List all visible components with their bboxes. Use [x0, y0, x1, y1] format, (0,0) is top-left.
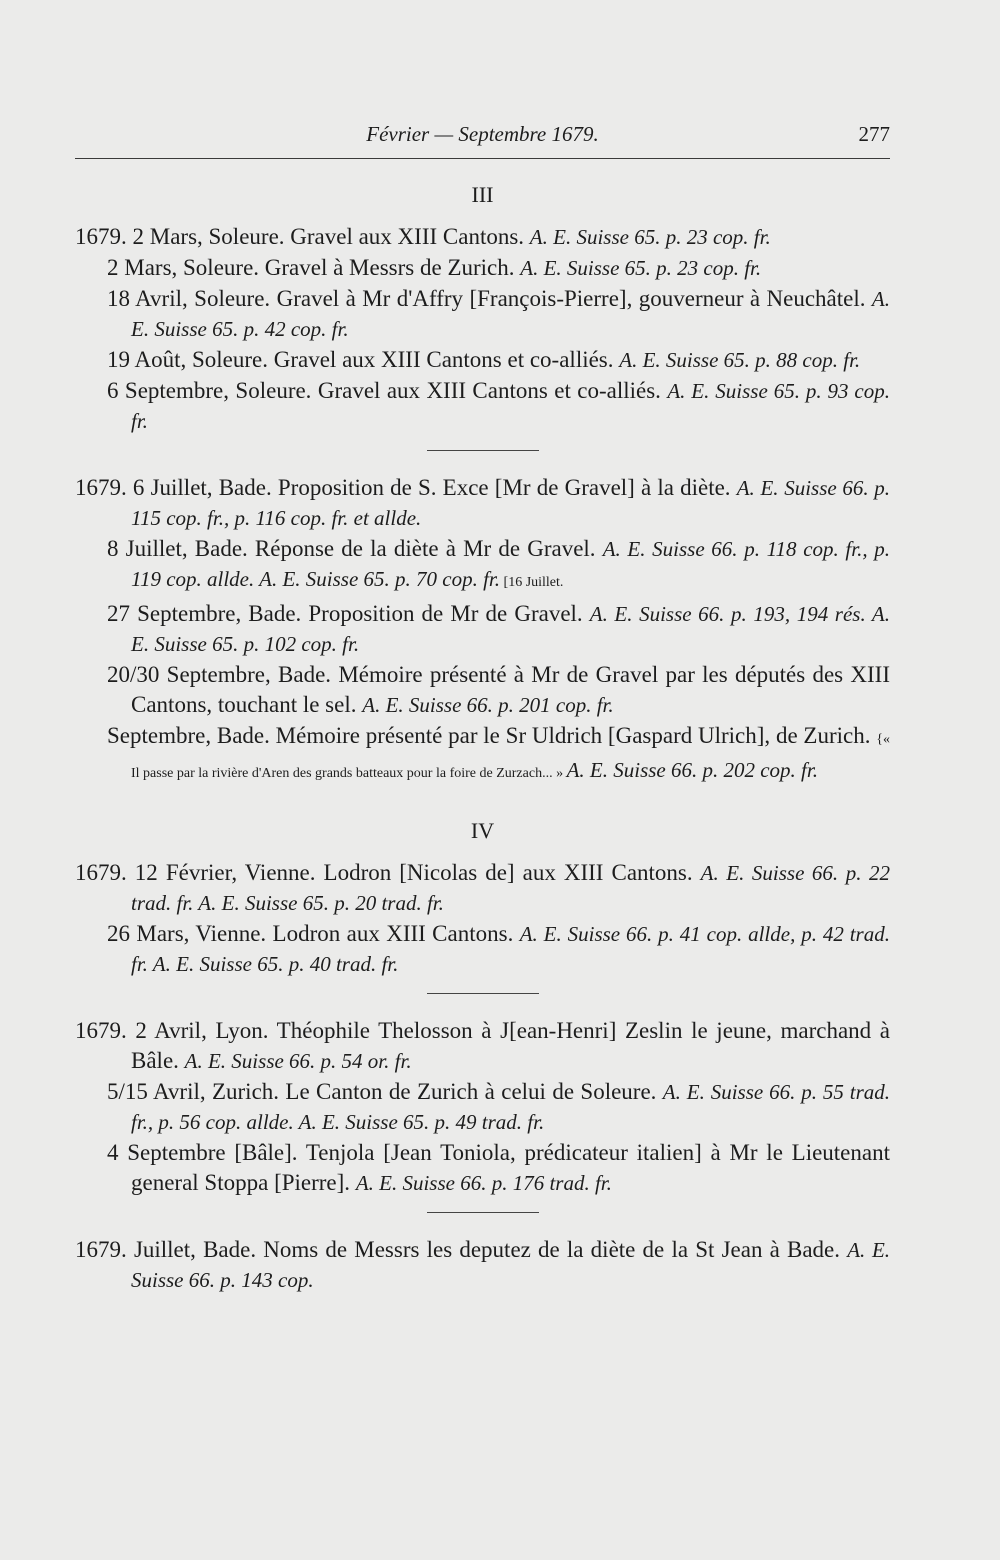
- document-entry: [75, 253, 890, 283]
- archive-reference: A. E. Suisse 66. p. 176 trad. fr.: [355, 1171, 612, 1195]
- document-entry: [75, 1235, 890, 1295]
- entry-group: [75, 1016, 890, 1198]
- section-heading: IV: [470, 818, 495, 843]
- archive-reference: A. E. Suisse 66. p. 193, 194 rés. A. E. Suisse 65. p. 102 cop. fr.: [131, 602, 890, 656]
- document-entry: [75, 534, 890, 598]
- archive-reference: A. E. Suisse 66. p. 202 cop. fr.: [566, 758, 818, 782]
- document-entry: [75, 919, 890, 979]
- document-entry: [75, 858, 890, 918]
- document-entry: [75, 284, 890, 344]
- archive-reference: A. E. Suisse 65. p. 88 cop. fr.: [619, 348, 861, 372]
- entry-text: 6 Septembre, Soleure. Gravel aux XIII Cantons et co-alliés.: [107, 378, 668, 403]
- entry-year: 1679.: [75, 224, 127, 249]
- archive-reference: A. E. Suisse 66. p. 55 trad. fr., p. 56 cop. allde. A. E. Suisse 65. p. 49 trad. fr.: [131, 1080, 890, 1134]
- page-number: 277: [858, 122, 890, 146]
- entry-year: 1679.: [75, 1018, 127, 1043]
- entry-text: 4 Septembre [Bâle]. Tenjola [Jean Toniola, prédicateur italien] à Mr le Lieutenant general Stoppa [Pierre].: [107, 1140, 890, 1195]
- section-spacer: [75, 790, 890, 814]
- archive-reference: A. E. Suisse 65. p. 23 cop. fr.: [529, 225, 771, 249]
- entry-text: 8 Juillet, Bade. Réponse de la diète à Mr de Gravel.: [107, 536, 603, 561]
- entry-text: 2 Mars, Soleure. Gravel aux XIII Cantons.: [132, 224, 530, 249]
- running-head: Février — Septembre 1679.: [366, 122, 599, 146]
- document-entry: [75, 660, 890, 720]
- entry-year: 1679.: [75, 475, 127, 500]
- entry-text: 19 Août, Soleure. Gravel aux XIII Cantons et co-alliés.: [107, 347, 620, 372]
- entry-text: 18 Avril, Soleure. Gravel à Mr d'Affry [François-Pierre], gouverneur à Neuchâtel.: [107, 286, 872, 311]
- entry-text: 26 Mars, Vienne. Lodron aux XIII Cantons.: [107, 921, 520, 946]
- document-entry: [75, 1138, 890, 1198]
- entry-group: [75, 1235, 890, 1295]
- section-divider: [427, 1212, 539, 1213]
- document-entry: [75, 473, 890, 533]
- entry-text: 12 Février, Vienne. Lodron [Nicolas de] aux XIII Cantons.: [134, 860, 701, 885]
- entry-note: [16 Juillet.: [500, 575, 564, 590]
- entry-group: [75, 473, 890, 789]
- archive-reference: A. E. Suisse 66. p. 118 cop. fr., p. 119 cop. allde. A. E. Suisse 65. p. 70 cop. fr.: [131, 537, 890, 591]
- archive-reference: A. E. Suisse 66. p. 22 trad. fr. A. E. Suisse 65. p. 20 trad. fr.: [131, 861, 891, 915]
- page-header: [75, 118, 890, 159]
- entry-note: {« Il passe par la rivière d'Aren des grands batteaux pour la foire de Zurzach... »: [131, 732, 890, 781]
- entry-year: 1679.: [75, 860, 127, 885]
- document-entry: [75, 345, 890, 375]
- document-entry: [75, 1016, 890, 1076]
- entry-text: 2 Avril, Lyon. Théophile Thelosson à J[ean-Henri] Zeslin le jeune, marchand à Bâle.: [131, 1018, 890, 1073]
- entry-text: 20/30 Septembre, Bade. Mémoire présenté à Mr de Gravel par les députés des XIII Cantons, touchant le sel.: [107, 662, 890, 717]
- archive-reference: A. E. Suisse 65. p. 23 cop. fr.: [520, 256, 762, 280]
- entry-year: 1679.: [75, 1237, 127, 1262]
- section-divider: [427, 993, 539, 994]
- section-divider: [427, 450, 539, 451]
- entry-text: 5/15 Avril, Zurich. Le Canton de Zurich à celui de Soleure.: [107, 1079, 663, 1104]
- document-entry: [75, 721, 890, 789]
- entry-group: [75, 222, 890, 436]
- archive-reference: A. E. Suisse 66. p. 41 cop. allde, p. 42 trad. fr. A. E. Suisse 65. p. 40 trad. fr.: [131, 922, 890, 976]
- document-entry: [75, 376, 890, 436]
- archive-reference: A. E. Suisse 65. p. 93 cop. fr.: [131, 379, 890, 433]
- archive-reference: A. E. Suisse 66. p. 115 cop. fr., p. 116 cop. fr. et allde.: [131, 476, 891, 530]
- entry-group: [75, 858, 890, 979]
- document-body: [75, 178, 890, 1296]
- entry-text: 6 Juillet, Bade. Proposition de S. Exce [Mr de Gravel] à la diète.: [132, 475, 737, 500]
- archive-reference: A. E. Suisse 66. p. 201 cop. fr.: [362, 693, 614, 717]
- entry-text: Septembre, Bade. Mémoire présenté par le Sr Uldrich [Gaspard Ulrich], de Zurich.: [107, 723, 877, 748]
- entry-text: Juillet, Bade. Noms de Messrs les deputez de la diète de la St Jean à Bade.: [133, 1237, 848, 1262]
- entry-text: 27 Septembre, Bade. Proposition de Mr de Gravel.: [107, 601, 590, 626]
- archive-reference: A. E. Suisse 66. p. 54 or. fr.: [184, 1049, 412, 1073]
- document-entry: [75, 599, 890, 659]
- archive-reference: A. E. Suisse 65. p. 42 cop. fr.: [131, 287, 890, 341]
- document-entry: [75, 1077, 890, 1137]
- entry-text: 2 Mars, Soleure. Gravel à Messrs de Zurich.: [107, 255, 521, 280]
- archive-reference: A. E. Suisse 66. p. 143 cop.: [131, 1238, 891, 1292]
- document-entry: [75, 222, 890, 252]
- section-heading: III: [471, 182, 494, 207]
